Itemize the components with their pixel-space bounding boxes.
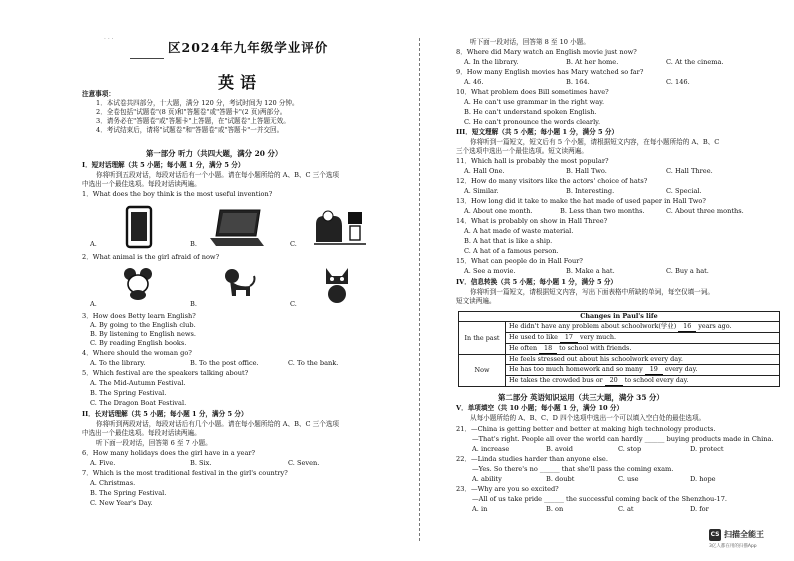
section2-title: II．长对话理解（共 5 小题；每小题 1 分，满分 5 分） bbox=[82, 410, 248, 418]
option: B. 164. bbox=[566, 78, 590, 86]
title-underline bbox=[130, 58, 164, 59]
option: B. The Spring Festival. bbox=[90, 389, 167, 397]
section1-instruction: 中选出一个最佳选项。每段对话读两遍。 bbox=[82, 180, 201, 188]
section2-instruction: 你将听到两段对话，每段对话后有几个小题。请在每小题所给的 A、B、C 三个选项 bbox=[96, 420, 340, 428]
question-6: 6．How many holidays does the girl have in a year? bbox=[82, 449, 256, 457]
option: C. stop bbox=[618, 445, 642, 453]
option: C. To the bank. bbox=[288, 359, 339, 367]
option: C. use bbox=[618, 475, 639, 483]
section5-instruction: 从每小题所给的 A、B、C、D 四个选项中选出一个可以填入空白处的最佳选项。 bbox=[470, 414, 706, 422]
tablet-icon bbox=[124, 205, 154, 249]
section3-title: III．短文理解（共 5 小题；每小题 1 分，满分 5 分） bbox=[456, 128, 619, 136]
note-item: 3．请务必在"答题卷"或"答题卡"上答题，在"试题卷"上答题无效。 bbox=[96, 117, 290, 125]
question-22: 22．—Linda studies harder than anyone else. bbox=[456, 455, 608, 463]
answer-blank[interactable]: 16 bbox=[678, 322, 696, 332]
note-item: 2．全卷包括"试题卷"(8 页)和"答题卷"或"答题卡"(2 页)两部分。 bbox=[96, 108, 287, 116]
option: C. By reading English books. bbox=[90, 339, 187, 347]
option: B. Interesting. bbox=[566, 187, 615, 195]
section2-instruction: 中选出一个最佳选项。每段对话读两遍。 bbox=[82, 429, 201, 437]
option: C. Buy a hat. bbox=[666, 267, 709, 275]
option: A. Similar. bbox=[464, 187, 499, 195]
exam-title: 区2024年九年级学业评价 bbox=[168, 40, 329, 55]
option: C. Special. bbox=[666, 187, 702, 195]
section3-instruction: 你将听到一篇短文，短文后有 5 个小题，请根据短文内容，在每小题所给的 A、B、C bbox=[470, 138, 720, 146]
question-2: 2．What animal is the girl afraid of now? bbox=[82, 253, 220, 261]
section1-instruction: 你将听到五段对话，每段对话后有一个小题。请在每小题所给的 A、B、C 三个选项 bbox=[96, 171, 340, 179]
option-label-a: A. bbox=[90, 240, 97, 248]
option: A. Christmas. bbox=[90, 479, 136, 487]
question-14: 14．What is probably on show in Hall Three? bbox=[456, 217, 608, 225]
option: C. The Dragon Boat Festival. bbox=[90, 399, 187, 407]
dog-icon bbox=[222, 266, 256, 302]
option: A. See a movie. bbox=[464, 267, 516, 275]
question-22-b: —Yes. So there's no ______ that she'll pass the coming exam. bbox=[472, 465, 674, 473]
option: C. Seven. bbox=[288, 459, 320, 467]
option: D. protect bbox=[690, 445, 724, 453]
option: C. He can't pronounce the words clearly. bbox=[464, 118, 601, 126]
option: B. By listening to English news. bbox=[90, 330, 196, 338]
option: C. About three months. bbox=[666, 207, 744, 215]
option: C. Hall Three. bbox=[666, 167, 713, 175]
answer-blank[interactable]: 18 bbox=[539, 344, 557, 354]
question-15: 15．What can people do in Hall Four? bbox=[456, 257, 583, 265]
mouse-icon bbox=[120, 266, 156, 302]
answer-blank[interactable]: 19 bbox=[645, 365, 663, 375]
table-cell: He used to like 17 very much. bbox=[506, 333, 780, 344]
question-23-b: —All of us take pride ______ the successful coming back of the Shenzhou-17. bbox=[472, 495, 728, 503]
option: A. Five. bbox=[90, 459, 116, 467]
question-11: 11．Which hall is probably the most popular? bbox=[456, 157, 609, 165]
option: D. for bbox=[690, 505, 709, 513]
section4-instruction: 短文读两遍。 bbox=[456, 297, 496, 305]
table-cell: He has too much homework and so many 19 every day. bbox=[506, 365, 780, 376]
answer-blank[interactable]: 17 bbox=[560, 333, 578, 343]
option: A. In the library. bbox=[464, 58, 519, 66]
row-label-past: In the past bbox=[459, 322, 506, 355]
table-row bbox=[459, 376, 780, 387]
question-13: 13．How long did it take to make the hat made of used paper in Hall Two? bbox=[456, 197, 706, 205]
option: A. Hall One. bbox=[464, 167, 505, 175]
option: A. in bbox=[472, 505, 488, 513]
table-header-row bbox=[459, 312, 780, 322]
question-3: 3．How does Betty learn English? bbox=[82, 312, 196, 320]
question-1: 1．What does the boy think is the most useful invention? bbox=[82, 190, 273, 198]
notes-heading: 注意事项： bbox=[82, 90, 115, 98]
table-caption: Changes in Paul's life bbox=[459, 312, 780, 322]
question-7: 7．Which is the most traditional festival in the girl's country? bbox=[82, 469, 288, 477]
cat-icon bbox=[322, 264, 352, 304]
scanner-app-tagline: 3亿人都在用的扫描App bbox=[709, 544, 757, 549]
changes-table bbox=[458, 311, 780, 387]
margin-stamp: · · · bbox=[104, 36, 114, 43]
option: C. at bbox=[618, 505, 634, 513]
option-label-b: B. bbox=[190, 300, 197, 308]
question-8: 8．Where did Mary watch an English movie just now? bbox=[456, 48, 637, 56]
option: D. hope bbox=[690, 475, 716, 483]
row-label-now: Now bbox=[459, 355, 506, 387]
table-row bbox=[459, 333, 780, 344]
table-cell: He often 18 to school with friends. bbox=[506, 344, 780, 355]
exam-subject: 英语 bbox=[218, 73, 263, 92]
option-label-a: A. bbox=[90, 300, 97, 308]
table-cell: He takes the crowded bus or 20 to school every day. bbox=[506, 376, 780, 387]
question-5: 5．Which festival are the speakers talking about? bbox=[82, 369, 249, 377]
option: A. 46. bbox=[464, 78, 484, 86]
option: C. New Year's Day. bbox=[90, 499, 153, 507]
option-label-c: C. bbox=[290, 240, 297, 248]
option: B. He can't understand spoken English. bbox=[464, 108, 597, 116]
note-item: 4．考试结束后，请将"试题卷"和"答题卷"或"答题卡"一并交回。 bbox=[96, 126, 284, 134]
option: C. At the cinema. bbox=[666, 58, 724, 66]
column-divider bbox=[419, 38, 420, 541]
option: A. About one month. bbox=[464, 207, 533, 215]
laptop-icon bbox=[210, 208, 266, 248]
table-cell: He didn't have any problem about schoolwork(学业) 16 years ago. bbox=[506, 322, 780, 333]
section4-instruction: 你将听到一篇短文，请根据短文内容，写出下面表格中所缺的单词，每空仅填一词。 bbox=[470, 288, 714, 296]
scanner-app-name: 扫描全能王 bbox=[724, 530, 764, 539]
question-23: 23．—Why are you so excited? bbox=[456, 485, 559, 493]
section5-title: V．单项填空（共 10 小题；每小题 1 分，满分 10 分） bbox=[456, 404, 624, 412]
option: B. A hat that is like a ship. bbox=[464, 237, 553, 245]
option-label-c: C. bbox=[290, 300, 297, 308]
part1-heading: 第一部分 听力（共四大题，满分 20 分） bbox=[146, 149, 283, 158]
option: C. A hat of a famous person. bbox=[464, 247, 559, 255]
option: C. 146. bbox=[666, 78, 690, 86]
option: B. avoid bbox=[546, 445, 573, 453]
question-21-b: —That's right. People all over the world can hardly ______ buying products made in China. bbox=[472, 435, 774, 443]
dialogue-note: 听下面一段对话，回答第 6 至 7 小题。 bbox=[96, 439, 212, 447]
question-21: 21．—China is getting better and better at making high technology products. bbox=[456, 425, 716, 433]
question-9: 9．How many English movies has Mary watched so far? bbox=[456, 68, 644, 76]
note-item: 1．本试卷共四部分，十大题，满分 120 分，考试时间为 120 分钟。 bbox=[96, 99, 299, 107]
option: B. Hall Two. bbox=[566, 167, 607, 175]
table-row bbox=[459, 355, 780, 365]
option: B. Less than two months. bbox=[560, 207, 645, 215]
option: B. Six. bbox=[190, 459, 212, 467]
option: B. doubt bbox=[546, 475, 575, 483]
question-4: 4．Where should the woman go? bbox=[82, 349, 192, 357]
answer-blank[interactable]: 20 bbox=[605, 376, 623, 386]
section4-title: IV．信息转换（共 5 小题；每小题 1 分，满分 5 分） bbox=[456, 278, 618, 286]
dialogue-note: 听下面一段对话，回答第 8 至 10 小题。 bbox=[470, 38, 590, 46]
option: A. A hat made of waste material. bbox=[464, 227, 574, 235]
question-12: 12．How do many visitors like the actors' choice of hats? bbox=[456, 177, 648, 185]
option: A. He can't use grammar in the right way. bbox=[464, 98, 605, 106]
option: B. on bbox=[546, 505, 564, 513]
section3-instruction: 三个选项中选出一个最佳选项。短文读两遍。 bbox=[456, 147, 588, 155]
option: A. ability bbox=[472, 475, 502, 483]
option: B. At her home. bbox=[566, 58, 619, 66]
table-row bbox=[459, 365, 780, 376]
option: B. Make a hat. bbox=[566, 267, 615, 275]
option: A. To the library. bbox=[90, 359, 146, 367]
scanner-logo-icon: CS bbox=[709, 529, 721, 541]
option: A. By going to the English club. bbox=[90, 321, 196, 329]
option: A. The Mid-Autumn Festival. bbox=[90, 379, 186, 387]
table-row bbox=[459, 322, 780, 333]
option: A. increase bbox=[472, 445, 510, 453]
option-label-b: B. bbox=[190, 240, 197, 248]
tv-armchair-icon bbox=[312, 204, 368, 250]
table-row bbox=[459, 344, 780, 355]
part2-heading: 第二部分 英语知识运用（共三大题，满分 35 分） bbox=[498, 393, 664, 402]
option: B. To the post office. bbox=[190, 359, 259, 367]
question-10: 10．What problem does Bill sometimes have? bbox=[456, 88, 609, 96]
option: B. The Spring Festival. bbox=[90, 489, 167, 497]
table-cell: He feels stressed out about his schoolwork every day. bbox=[506, 355, 780, 365]
section1-title: I．短对话理解（共 5 小题；每小题 1 分，满分 5 分） bbox=[82, 161, 245, 169]
